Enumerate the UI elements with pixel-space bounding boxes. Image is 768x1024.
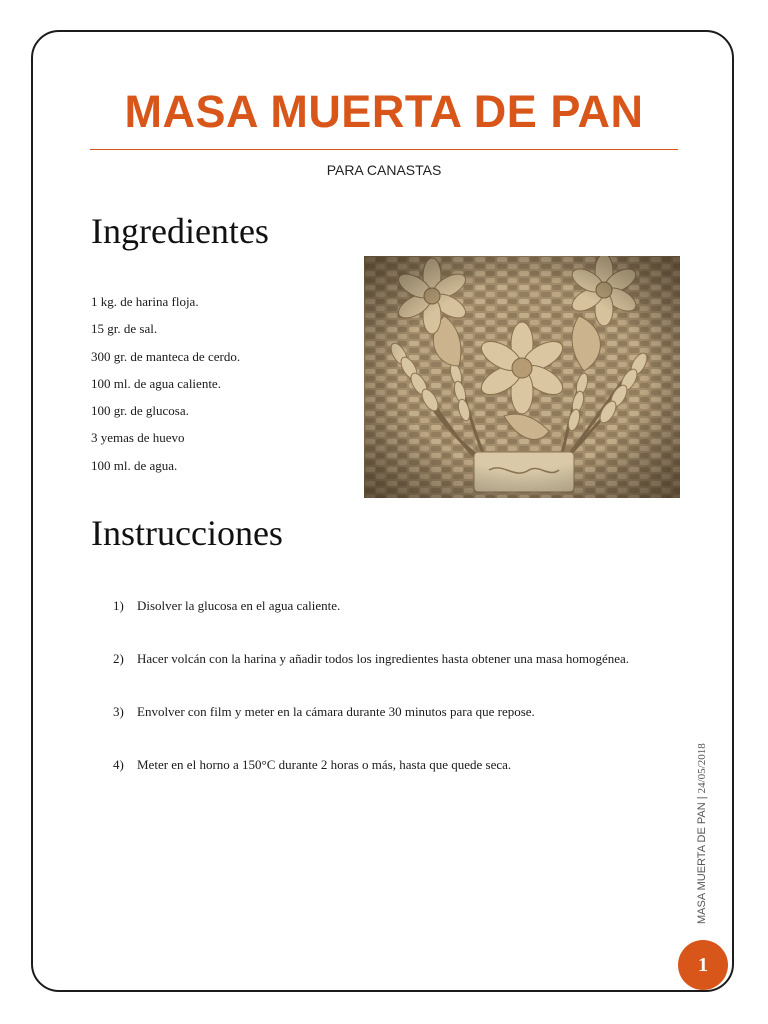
footer-date: 24/05/2018 [696,743,708,794]
footer-title: MASA MUERTA DE PAN [696,802,708,924]
ingredients-heading: Ingredientes [91,211,269,251]
instruction-step [113,596,673,615]
step-number: 2) [113,651,124,666]
step-text: Disolver la glucosa en el agua caliente. [137,598,341,613]
bread-basket-photo [364,256,680,498]
step-number: 1) [113,598,124,613]
step-number: 4) [113,757,124,772]
page-subtitle: PARA CANASTAS [326,162,442,178]
title-divider [90,149,678,150]
instruction-step [113,755,673,774]
step-text: Meter en el horno a 150°C durante 2 horas o más, hasta que quede seca. [137,757,512,772]
instructions-list [113,596,673,774]
step-text: Hacer volcán con la harina y añadir todos los ingredientes hasta obtener una masa homogénea. [137,651,630,666]
footer-separator: | [696,793,708,803]
step-number: 3) [113,704,124,719]
ingredient-item: 3 yemas de huevo [91,430,185,446]
ingredient-item: 100 gr. de glucosa. [91,403,189,419]
page-number-badge: 1 [678,940,728,990]
ingredients-list [91,292,240,483]
step-text: Envolver con film y meter en la cámara durante 30 minutos para que repose. [137,704,535,719]
instructions-heading: Instrucciones [91,513,283,553]
ingredient-item: 100 ml. de agua. [91,457,178,473]
ingredient-item: 1 kg. de harina floja. [91,294,199,309]
ingredient-item: 15 gr. de sal. [91,321,158,337]
ingredient-item: 300 gr. de manteca de cerdo. [91,348,241,364]
side-footer [696,743,708,924]
ingredient-item: 100 ml. de agua caliente. [91,375,221,391]
instruction-step [113,649,673,668]
page-title: MASA MUERTA DE PAN [124,86,644,137]
instruction-step [113,702,673,721]
